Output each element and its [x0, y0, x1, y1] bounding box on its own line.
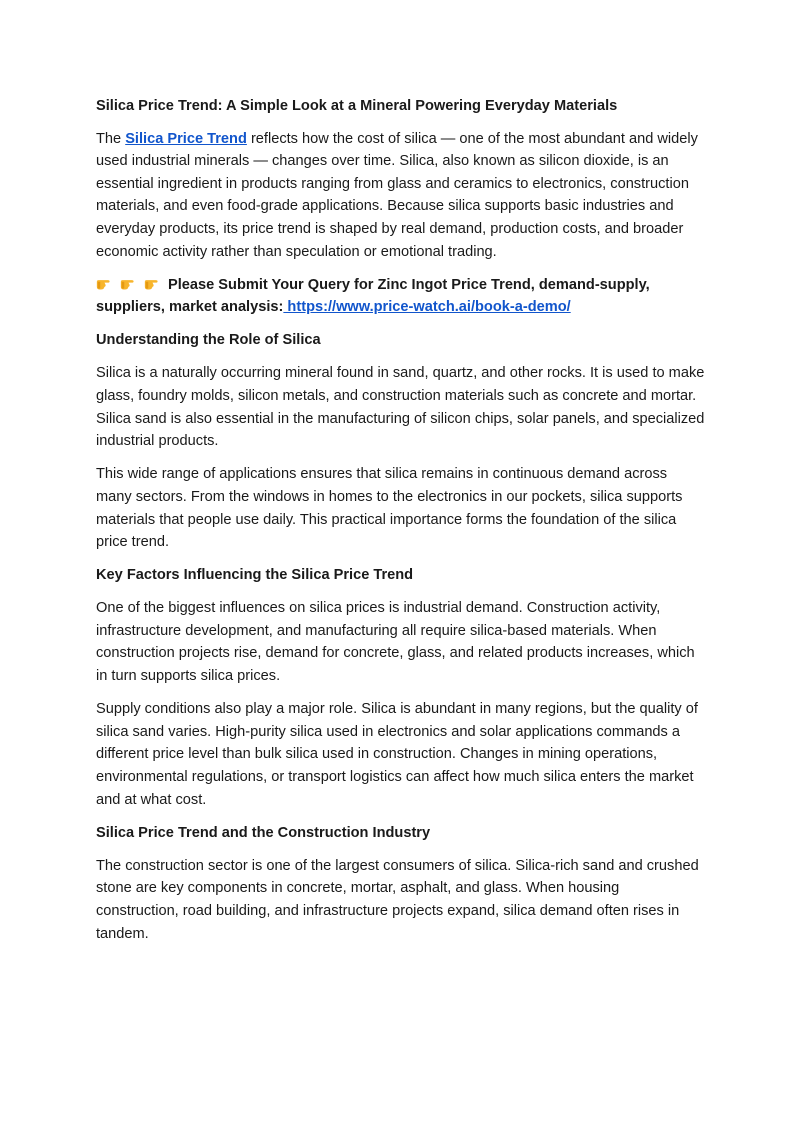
article-title: Silica Price Trend: A Simple Look at a Mineral Powering Everyday Materials: [96, 98, 618, 114]
section-paragraph: The construction sector is one of the largest consumers of silica. Silica-rich sand and crushed stone are key components in concrete, mortar, asphalt, and glass. When housing construction, road building, and infrastructure projects expand, silica demand often rises in tandem.: [96, 857, 699, 942]
intro-prefix: The: [96, 130, 126, 147]
cta-paragraph: [96, 274, 706, 319]
book-demo-link[interactable]: https://www.price-watch.ai/book-a-demo/: [283, 299, 571, 316]
section-paragraph: This wide range of applications ensures that silica remains in continuous demand across many sectors. From the windows in homes to the electronics in our pockets, silica supports materials that people use daily. This practical importance forms the foundation of the silica price trend.: [96, 466, 683, 551]
pointing-hand-icon: [96, 276, 113, 291]
intro-paragraph: [96, 128, 706, 264]
silica-price-trend-link[interactable]: Silica Price Trend: [125, 130, 247, 147]
cta-text: Please Submit Your Query for Zinc Ingot Price Trend, demand-supply, suppliers, market analysis:: [96, 276, 650, 316]
section-heading: Understanding the Role of Silica: [96, 332, 321, 349]
section-paragraph: Silica is a naturally occurring mineral found in sand, quartz, and other rocks. It is used to make glass, foundry molds, silicon metals, and construction materials such as concrete and mortar. Silica sand is also essential in the manufacturing of silicon chips, solar panels, and specialized industrial products.: [96, 365, 705, 450]
pointing-hand-icon: [144, 276, 161, 291]
section-heading: Key Factors Influencing the Silica Price Trend: [96, 567, 414, 584]
section-paragraph: One of the biggest influences on silica prices is industrial demand. Construction activity, infrastructure development, and manufacturing all require silica-based materials. When construction projects rise, demand for concrete, glass, and related products increases, which in turn supports silica prices.: [96, 600, 695, 685]
document-page: [96, 95, 706, 956]
section-heading: Silica Price Trend and the Construction Industry: [96, 824, 431, 841]
intro-suffix: reflects how the cost of silica — one of the most abundant and widely used industrial minerals — changes over time. Silica, also known as silicon dioxide, is an essential ingredient in products ranging from glass and ceramics to electronics, construction materials, and even food-grade applications. Because silica supports basic industries and everyday products, its price trend is shaped by real demand, production costs, and broader economic activity rather than speculation or emotional trading.: [96, 130, 698, 260]
pointing-hand-icon: [120, 276, 137, 291]
section-paragraph: Supply conditions also play a major role. Silica is abundant in many regions, but the quality of silica sand varies. High-purity silica used in electronics and solar applications commands a different price level than bulk silica used in construction. Changes in mining operations, environmental regulations, or transport logistics can affect how much silica enters the market and at what cost.: [96, 701, 698, 808]
